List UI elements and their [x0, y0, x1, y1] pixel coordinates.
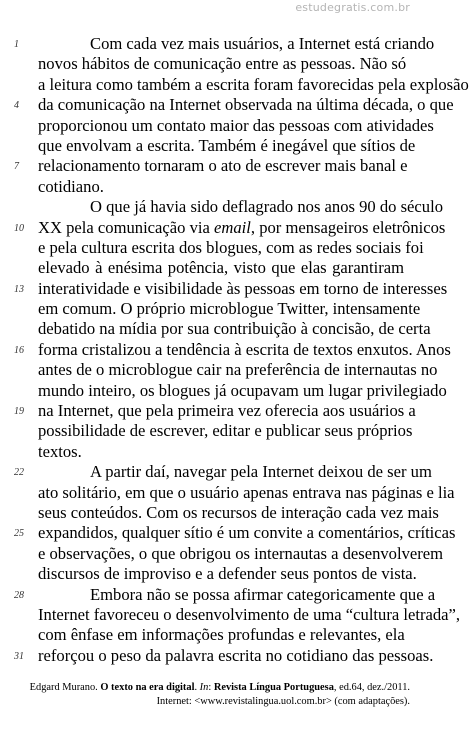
line-text: Com cada vez mais usuários, a Internet está criando [90, 34, 435, 53]
line-text: expandidos, qualquer sítio é um convite a comentários, críticas [38, 523, 456, 543]
citation-details: , ed.64, dez./2011. Internet: <www.revistalingua.uol.com.br> (com adaptações). [156, 682, 410, 707]
line-text: ato solitário, em que o usuário apenas entrava nas páginas e lia [38, 482, 455, 502]
line-text: possibilidade de escrever, editar e publicar seus próprios [38, 421, 413, 441]
line-text: discursos de improviso e a defender seus pontos de vista. [38, 564, 417, 584]
text-line [0, 543, 444, 564]
line-text: em comum. O próprio microblogue Twitter, intensamente [38, 299, 421, 319]
text-line [0, 299, 421, 319]
line-text: da comunicação na Internet observada na última década, o que [38, 95, 454, 115]
line-number: 22 [14, 467, 24, 479]
line-text: interatividade e visibilidade às pessoas em torno de interesses [38, 278, 448, 298]
line-text: XX pela comunicação via email, por mensageiros eletrônicos [38, 217, 446, 237]
line-text: mundo inteiro, os blogues já ocupavam um lugar privilegiado [38, 380, 447, 400]
line-text: O que já havia sido deflagrado nos anos 90 do século [90, 197, 443, 217]
watermark: estudegratis.com.br [295, 1, 410, 14]
text-line [0, 258, 418, 278]
text-line [0, 462, 432, 482]
text-line [0, 339, 451, 360]
article-text [0, 34, 469, 666]
text-line [0, 278, 448, 299]
line-text: seus conteúdos. Com os recursos de interação cada vez mais [38, 502, 439, 522]
line-text: e observações, o que obrigou os internautas a desenvolverem [38, 543, 444, 563]
text-line [0, 625, 418, 645]
text-line [0, 34, 435, 54]
text-line [0, 177, 418, 197]
text-line [0, 502, 439, 523]
citation: Edgard Murano. O texto na era digital. In: Revista Língua Portuguesa, ed.64, dez./2011. Internet: <www.revistalingua.uol.com.br> (com adaptações). [29, 682, 410, 707]
line-text: textos. [38, 441, 82, 461]
line-text: elevado à enésima potência, visto que elas garantiram [38, 258, 404, 278]
line-number: 31 [14, 650, 24, 662]
citation-journal: Revista Língua Portuguesa [213, 682, 334, 693]
text-line [0, 421, 418, 441]
line-number: 28 [14, 589, 24, 601]
text-line [0, 156, 418, 176]
line-text: com ênfase em informações profundas e relevantes, ela [38, 625, 405, 645]
line-text: que envolvam a escrita. Também é inegável que sítios de [38, 135, 416, 155]
text-line [0, 360, 438, 380]
line-number: 25 [14, 528, 24, 540]
text-line [0, 136, 418, 156]
text-line [0, 564, 418, 584]
line-number: 7 [14, 161, 19, 173]
text-line [0, 217, 446, 238]
line-text: na Internet, que pela primeira vez oferecia aos usuários a [38, 401, 416, 421]
citation-in: In [199, 682, 209, 693]
text-line [0, 523, 456, 543]
line-number: 19 [14, 406, 24, 418]
text-line [0, 401, 418, 421]
line-number: 4 [14, 100, 19, 112]
text-line [0, 74, 469, 95]
line-text: Embora não se possa afirmar categoricamente que a [90, 584, 436, 604]
citation-author: Edgard Murano. [29, 682, 101, 693]
citation-title: O texto na era digital [100, 682, 195, 693]
line-text: forma cristalizou a tendência à escrita de textos enxutos. Anos [38, 339, 451, 359]
text-line [0, 584, 436, 605]
line-text: a leitura como também a escrita foram favorecidas pela explosão [38, 74, 469, 94]
text-line [0, 319, 431, 339]
line-text: novos hábitos de comunicação entre as pessoas. Não só [38, 54, 407, 74]
text-line [0, 604, 461, 625]
line-number: 16 [14, 344, 24, 356]
text-line [0, 237, 424, 258]
emphasis-email: email [214, 217, 251, 237]
text-line [0, 197, 443, 217]
text-line [0, 115, 434, 136]
line-text: antes de o microblogue cair na preferência de internautas no [38, 360, 438, 380]
line-number: 10 [14, 222, 24, 234]
line-text: proporcionou um contato maior das pessoas com atividades [38, 115, 434, 135]
line-text: Internet favoreceu o desenvolvimento de uma “cultura letrada”, [38, 604, 461, 624]
text-line [0, 380, 447, 401]
line-number: 1 [14, 39, 19, 50]
text-line [0, 645, 434, 666]
line-text: reforçou o peso da palavra escrita no cotidiano das pessoas. [38, 645, 434, 665]
text-line [0, 442, 418, 462]
text-line [0, 95, 454, 115]
line-text: relacionamento tornaram o ato de escrever mais banal e [38, 156, 408, 176]
text-line [0, 54, 418, 74]
line-text: cotidiano. [38, 176, 104, 196]
line-text: A partir daí, navegar pela Internet deixou de ser um [90, 462, 432, 482]
line-text: e pela cultura escrita dos blogues, com as redes sociais foi [38, 237, 424, 257]
line-number: 13 [14, 283, 24, 295]
text-line [0, 482, 455, 503]
line-text: debatido na mídia por sua contribuição à concisão, de certa [38, 319, 431, 339]
